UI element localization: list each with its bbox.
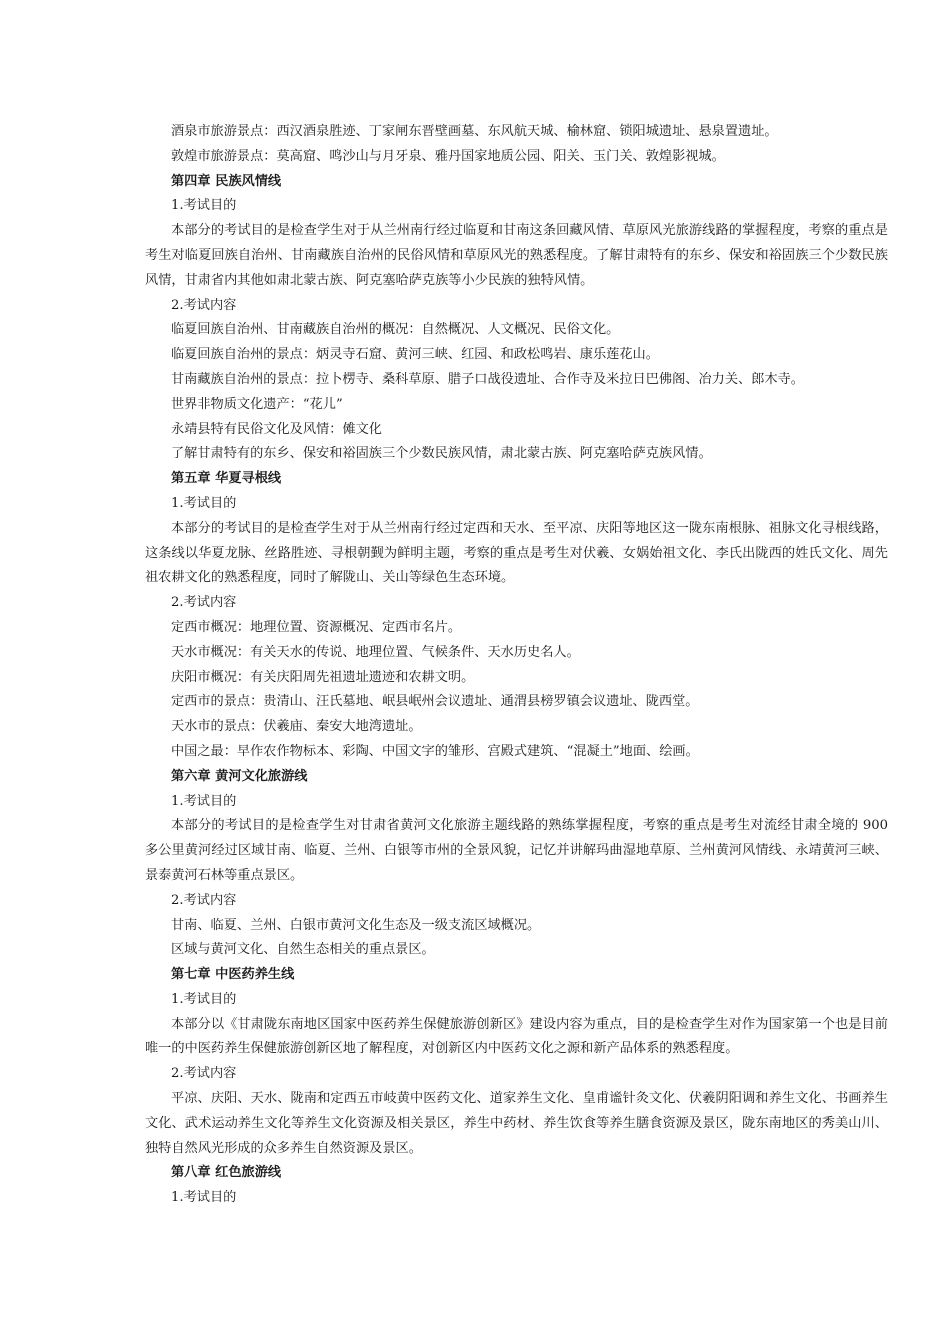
chapter-4-content-item: 甘南藏族自治州的景点：拉卜楞寺、桑科草原、腊子口战役遗址、合作寺及米拉日巴佛阁、冶力关、郎木寺。 xyxy=(171,371,804,387)
chapter-4-purpose-heading: 1.考试目的 xyxy=(171,198,237,214)
chapter-6-content-item: 甘南、临夏、兰州、白银市黄河文化生态及一级支流区域概况。 xyxy=(171,917,541,933)
chapter-6-purpose-heading: 1.考试目的 xyxy=(171,793,237,809)
chapter-4-purpose-text: 本部分的考试目的是检查学生对于从兰州南行经过临夏和甘南这条回藏风情、草原风光旅游线路的掌握程度，考察的重点是考生对临夏回族自治州、甘南藏族自治州的民俗风情和草原风光的熟悉程度。了解甘肃特有的东乡、保安和裕固族三个少数民族风情，甘肃省内其他如肃北蒙古族、阿克塞哈萨克族等小少民族的独特风情。 xyxy=(145,223,888,288)
chapter-5-content-item: 天水市概况：有关天水的传说、地理位置、气候条件、天水历史名人。 xyxy=(171,644,580,660)
chapter-5-title: 第五章 华夏寻根线 xyxy=(171,471,282,487)
chapter-6-content-heading: 2.考试内容 xyxy=(171,892,237,908)
document-page xyxy=(145,120,888,1211)
chapter-5-purpose-text: 本部分的考试目的是检查学生对于从兰州南行经过定西和天水、至平凉、庆阳等地区这一陇东南根脉、祖脉文化寻根线路，这条线以华夏龙脉、丝路胜迹、寻根朝觐为鲜明主题，考察的重点是考生对伏羲、女娲始祖文化、李氏出陇西的姓氏文化、周先祖农耕文化的熟悉程度，同时了解陇山、关山等绿色生态环境。 xyxy=(145,520,888,586)
chapter-8-title: 第八章 红色旅游线 xyxy=(171,1165,282,1181)
chapter-5-content-item: 中国之最：早作农作物标本、彩陶、中国文字的雏形、宫殿式建筑、“混凝土”地面、绘画。 xyxy=(171,743,699,759)
paragraph-dunhuang: 敦煌市旅游景点：莫高窟、鸣沙山与月牙泉、雅丹国家地质公园、阳关、玉门关、敦煌影视城。 xyxy=(171,148,725,164)
chapter-7-purpose-text: 本部分以《甘肃陇东南地区国家中医药养生保健旅游创新区》建设内容为重点，目的是检查学生对作为国家第一个也是目前唯一的中医药养生保健旅游创新区地了解程度，对创新区内中医药文化之源和新产品体系的熟悉程度。 xyxy=(145,1016,888,1057)
chapter-8-purpose-heading: 1.考试目的 xyxy=(171,1190,237,1206)
chapter-4-content-item: 世界非物质文化遗产：“花儿” xyxy=(171,396,343,412)
chapter-6-content-item: 区域与黄河文化、自然生态相关的重点景区。 xyxy=(171,942,435,958)
chapter-4-content-item: 永靖县特有民俗文化及风情：傩文化 xyxy=(171,421,382,437)
chapter-5-content-item: 庆阳市概况：有关庆阳周先祖遗址遗迹和农耕文明。 xyxy=(171,669,475,685)
chapter-4-content-item: 了解甘肃特有的东乡、保安和裕固族三个少数民族风情，肃北蒙古族、阿克塞哈萨克族风情。 xyxy=(171,446,712,462)
chapter-5-purpose-heading: 1.考试目的 xyxy=(171,495,237,511)
chapter-7-content-heading: 2.考试内容 xyxy=(171,1066,237,1082)
chapter-6-title: 第六章 黄河文化旅游线 xyxy=(171,768,308,784)
paragraph-jiuquan: 酒泉市旅游景点：西汉酒泉胜迹、丁家闸东晋壁画墓、东风航天城、榆林窟、锁阳城遗址、悬泉置遗址。 xyxy=(171,124,778,139)
chapter-4-content-heading: 2.考试内容 xyxy=(171,297,237,313)
chapter-4-content-item: 临夏回族自治州、甘南藏族自治州的概况：自然概况、人文概况、民俗文化。 xyxy=(171,322,620,338)
chapter-5-content-item: 定西市概况：地理位置、资源概况、定西市名片。 xyxy=(171,619,462,635)
chapter-7-title: 第七章 中医药养生线 xyxy=(171,967,295,983)
chapter-6-purpose-text: 本部分的考试目的是检查学生对甘肃省黄河文化旅游主题线路的熟练掌握程度，考察的重点是考生对流经甘肃全境的 900 多公里黄河经过区域甘南、临夏、兰州、白银等市州的全景风貌，记忆并讲解玛曲湿地草原、兰州黄河风情线、永靖黄河三峡、景泰黄河石林等重点景区。 xyxy=(145,818,888,883)
chapter-5-content-item: 天水市的景点：伏羲庙、秦安大地湾遗址。 xyxy=(171,719,422,735)
chapter-4-content-item: 临夏回族自治州的景点：炳灵寺石窟、黄河三峡、红园、和政松鸣岩、康乐莲花山。 xyxy=(171,347,659,363)
chapter-7-purpose-heading: 1.考试目的 xyxy=(171,991,237,1007)
chapter-7-content-text: 平凉、庆阳、天水、陇南和定西五市岐黄中医药文化、道家养生文化、皇甫谧针灸文化、伏羲阴阳调和养生文化、书画养生文化、武术运动养生文化等养生文化资源及相关景区，养生中药材、养生饮食等养生膳食资源及景区，陇东南地区的秀美山川、独特自然风光形成的众多养生自然资源及景区。 xyxy=(145,1091,888,1156)
chapter-5-content-heading: 2.考试内容 xyxy=(171,595,237,611)
chapter-5-content-item: 定西市的景点：贵清山、汪氏墓地、岷县岷州会议遗址、通渭县榜罗镇会议遗址、陇西堂。 xyxy=(171,694,699,710)
chapter-4-title: 第四章 民族风情线 xyxy=(171,173,282,189)
